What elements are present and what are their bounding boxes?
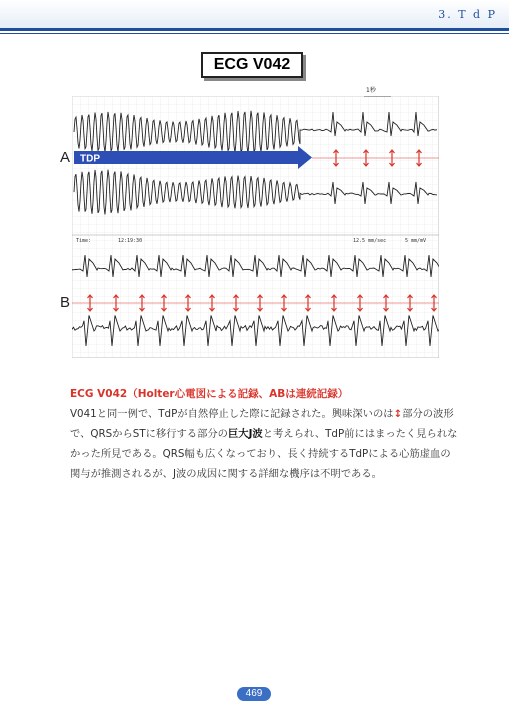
gain-label: 5 mm/mV <box>405 238 427 244</box>
caption-body <box>70 404 458 484</box>
caption-line-4: 関与が推測されるが、J波の成因に関する詳細な機序は不明である。 <box>70 468 382 480</box>
time-label: Time: <box>76 238 92 244</box>
section-title: 3. T d P <box>438 8 497 21</box>
page-number: 469 <box>237 687 271 701</box>
caption-title: ECG V042（Holter心電図による記録、ABは連続記録） <box>70 388 349 400</box>
tdp-label: TDP <box>80 153 100 165</box>
panel-a-label: A <box>60 149 71 166</box>
header-rule-thin <box>0 33 509 34</box>
ecg-tracing-figure <box>72 96 439 358</box>
caption-line-1: V041と同一例で、TdPが自然停止した際に記録された。興味深いのは↕部分の波形 <box>70 408 454 420</box>
emphasis-j-wave: 巨大J波 <box>227 428 263 440</box>
scale-bar-label: 1秒 <box>366 87 376 94</box>
header-rule <box>0 28 509 31</box>
panel-b-label: B <box>60 294 71 311</box>
header-band <box>0 0 509 28</box>
caption-line-2: で、QRSからSTに移行する部分の巨大J波と考えられ、TdP前にはまったく見られな <box>70 428 458 440</box>
figure-title: ECG V042 <box>201 52 303 78</box>
time-value: 12:19:30 <box>118 238 143 244</box>
speed-label: 12.5 mm/sec <box>353 238 387 244</box>
double-arrow-icon: ↕ <box>393 408 403 420</box>
caption-line-3: かった所見である。QRS幅も広くなっており、長く持続するTdPによる心筋虚血の <box>70 448 451 460</box>
